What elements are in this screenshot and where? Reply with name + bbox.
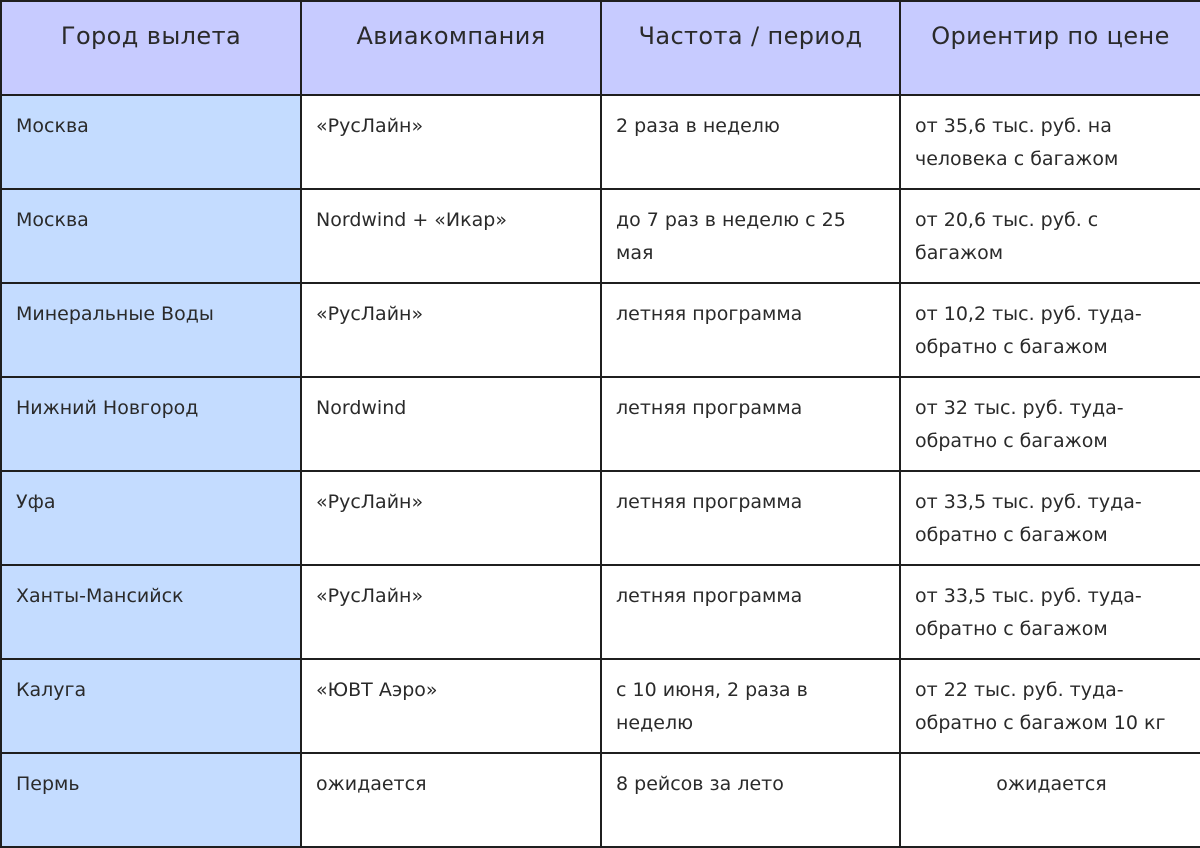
- cell-airline: ожидается: [301, 753, 601, 847]
- cell-frequency: 2 раза в неделю: [601, 95, 900, 189]
- table-row: [1, 95, 1200, 189]
- cell-departure-city: Уфа: [1, 471, 301, 565]
- table-row: [1, 659, 1200, 753]
- cell-frequency: летняя программа: [601, 471, 900, 565]
- cell-airline: Nordwind: [301, 377, 601, 471]
- cell-airline: «РусЛайн»: [301, 283, 601, 377]
- cell-frequency: летняя программа: [601, 283, 900, 377]
- header-airline: Авиакомпания: [301, 1, 601, 95]
- header-frequency: Частота / период: [601, 1, 900, 95]
- cell-price: от 33,5 тыс. руб. туда-обратно с багажом: [900, 471, 1200, 565]
- table-row: [1, 377, 1200, 471]
- cell-airline: «РусЛайн»: [301, 565, 601, 659]
- table-body: [1, 95, 1200, 847]
- header-price: Ориентир по цене: [900, 1, 1200, 95]
- cell-price: от 35,6 тыс. руб. на человека с багажом: [900, 95, 1200, 189]
- table-row: [1, 471, 1200, 565]
- table-row: [1, 283, 1200, 377]
- cell-departure-city: Ханты-Мансийск: [1, 565, 301, 659]
- cell-airline: «РусЛайн»: [301, 95, 601, 189]
- cell-frequency: с 10 июня, 2 раза в неделю: [601, 659, 900, 753]
- table-header: [1, 1, 1200, 95]
- cell-price: от 20,6 тыс. руб. с багажом: [900, 189, 1200, 283]
- cell-departure-city: Калуга: [1, 659, 301, 753]
- cell-departure-city: Пермь: [1, 753, 301, 847]
- cell-departure-city: Минеральные Воды: [1, 283, 301, 377]
- cell-price: от 32 тыс. руб. туда-обратно с багажом: [900, 377, 1200, 471]
- cell-frequency: 8 рейсов за лето: [601, 753, 900, 847]
- cell-price: ожидается: [900, 753, 1200, 847]
- cell-departure-city: Москва: [1, 189, 301, 283]
- cell-airline: Nordwind + «Икар»: [301, 189, 601, 283]
- cell-airline: «ЮВТ Аэро»: [301, 659, 601, 753]
- table-row: [1, 189, 1200, 283]
- cell-departure-city: Москва: [1, 95, 301, 189]
- cell-frequency: до 7 раз в неделю с 25 мая: [601, 189, 900, 283]
- cell-price: от 10,2 тыс. руб. туда-обратно с багажом: [900, 283, 1200, 377]
- table-row: [1, 565, 1200, 659]
- cell-departure-city: Нижний Новгород: [1, 377, 301, 471]
- cell-price: от 33,5 тыс. руб. туда-обратно с багажом: [900, 565, 1200, 659]
- cell-frequency: летняя программа: [601, 377, 900, 471]
- cell-airline: «РусЛайн»: [301, 471, 601, 565]
- header-row: [1, 1, 1200, 95]
- cell-price: от 22 тыс. руб. туда-обратно с багажом 10 кг: [900, 659, 1200, 753]
- header-departure-city: Город вылета: [1, 1, 301, 95]
- table-row: [1, 753, 1200, 847]
- cell-frequency: летняя программа: [601, 565, 900, 659]
